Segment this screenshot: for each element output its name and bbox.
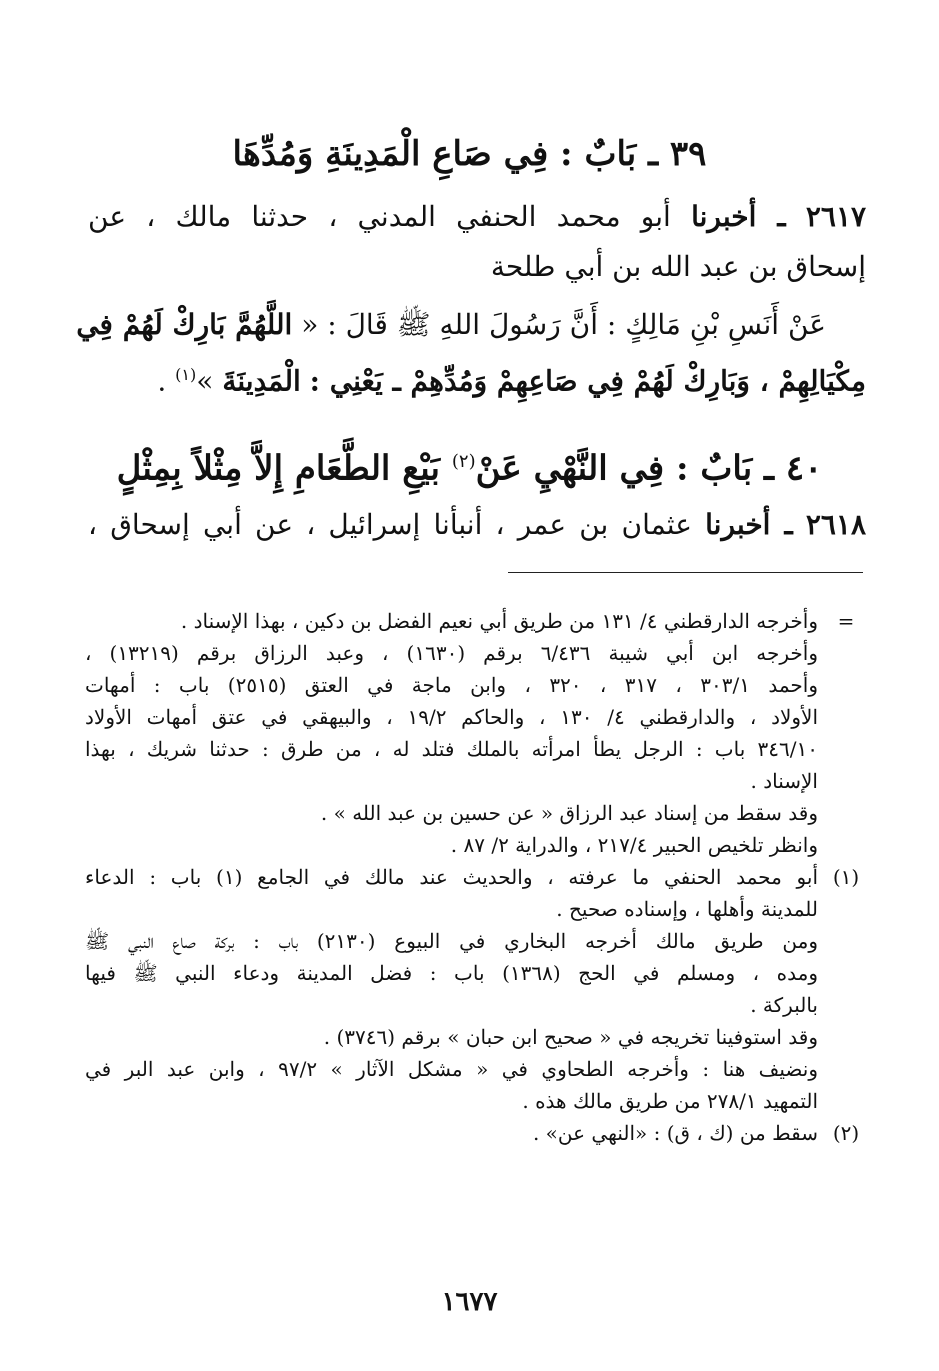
footnote-line: وانظر تلخيص الحبير ٢١٧/٤ ، والدراية ٢/ ٨٧ . [450,833,818,857]
chapter-title: فِي صَاعِ الْمَدِينَةِ وَمُدِّهَا [232,134,549,174]
chapter-number: ٣٩ [669,134,707,174]
hadith-line [76,300,866,350]
hadith-line [88,192,866,242]
hadith-2618 [88,500,866,550]
hadith-2617 [76,192,867,406]
page-number: ١٦٧٧ [441,1287,498,1317]
footnotes [85,605,866,1149]
footnote-line: ونضيف هنا : وأخرجه الطحاوي في « مشكل الآثار » ٩٧/٢ ، وابن عبد البر في [85,1057,818,1081]
footnote-ref: (١) [175,365,197,384]
footnote-separator [508,572,863,573]
hadith-line [88,350,866,406]
hadith-lead: ـ أخبرنا [691,200,786,233]
hadith-line [88,500,866,550]
hadith-text-bold: مِكْيَالِهِمْ ، وَبَارِكْ لَهُمْ فِي صَاعِهِمْ وَمُدِّهِمْ ـ يَعْنِي : [309,364,866,398]
footnote-mark: = [837,609,855,633]
footnote-line: ومن طريق مالك أخرجه البخاري في البيوع (٢١٣٠) باب : بركة صاع النبي ﷺ [85,929,819,953]
footnote-line: ٣٤٦/١٠ باب : الرجل يطأ امرأته بالملك فتلد له ، من طرق : حدثنا شريك ، بهذا [85,737,818,761]
footnote-mark: (٢) [832,1121,860,1145]
hadith-number: ٢٦١٨ [805,508,866,541]
footnote-line: أبو محمد الحنفي ما عرفته ، والحديث عند مالك في الجامع (١) باب : الدعاء [85,865,818,889]
footnote-line: ومده ، ومسلم في الحج (١٣٦٨) باب : فضل المدينة ودعاء النبي ﷺ فيها [85,961,818,985]
hadith-text: » [196,364,214,398]
footnote-line: الأولاد ، والدارقطني ٤/ ١٣٠ ، والحاكم ١٩/٢ ، والبيهقي في عتق أمهات الأولاد [85,705,819,729]
chapter-40-heading [0,440,939,490]
footnote-continuation [85,605,866,861]
chapter-title: : فِي النَّهْيِ عَنْ [475,448,689,489]
chapter-title: بَيْعِ الطَّعَامِ إِلاَّ مِثْلاً بِمِثْلٍ [116,448,441,489]
footnote-line: التمهيد ٢٧٨/١ من طريق مالك هذه . [522,1089,818,1113]
footnote-line: سقط من (ك ، ق) : «النهي عن» . [532,1121,818,1145]
hadith-number: ٢٦١٧ [805,200,867,233]
footnote-line: وأخرجه الدارقطني ٤/ ١٣١ من طريق أبي نعيم الفضل بن دكين ، بهذا الإسناد . [180,609,818,633]
hadith-text: أبو محمد الحنفي المدني ، حدثنا مالك ، عن [88,200,671,233]
footnote-line: وقد سقط من إسناد عبد الرزاق « عن حسين بن عبد الله » . [320,801,818,825]
hadith-text: عثمان بن عمر ، أنبأنا إسرائيل ، عن أبي إسحاق ، [88,508,692,541]
chapter-label: ـ بَابٌ [584,134,659,174]
hadith-text: . [157,364,167,398]
footnote-line: وقد استوفينا تخريجه في « صحيح ابن حبان » برقم (٣٧٤٦) . [323,1025,818,1049]
footnote-line: بالبركة . [750,993,818,1017]
hadith-text-bold: اللَّهُمَّ بَارِكْ لَهُمْ فِي [76,308,293,341]
footnote-line: الإسناد . [750,769,818,793]
hadith-text: عَنْ أَنَسِ بْنِ مَالِكٍ : أَنَّ رَسُولَ اللهِ ﷺ قَالَ : « [301,308,826,341]
hadith-text-bold: الْمَدِينَةَ [222,364,301,398]
hadith-line: إسحاق بن عبد الله بن أبي طلحة [490,250,866,283]
footnote-mark: (١) [832,865,860,889]
footnote-1 [85,861,866,1117]
hadith-lead: ـ أخبرنا [705,508,793,541]
footnote-ref: (٢) [451,451,476,472]
footnote-line: وأخرجه ابن أبي شيبة ٦/٤٣٦ برقم (١٦٣٠) ، وعبد الرزاق برقم (١٣٢١٩) ، [85,641,818,665]
footnote-line: وأحمد ٣٠٣/١ ، ٣١٧ ، ٣٢٠ ، وابن ماجة في العتق (٢٥١٥) باب : أمهات [85,673,818,697]
chapter-39-heading: ٣٩ ـ بَابٌ : فِي صَاعِ الْمَدِينَةِ وَمُدِّهَا [232,134,707,174]
chapter-label: ـ بَابٌ [700,448,774,489]
footnote-line: للمدينة وأهلها ، وإسناده صحيح . [556,897,818,921]
chapter-number: ٤٠ [785,448,823,489]
footnote-2 [85,1117,866,1149]
